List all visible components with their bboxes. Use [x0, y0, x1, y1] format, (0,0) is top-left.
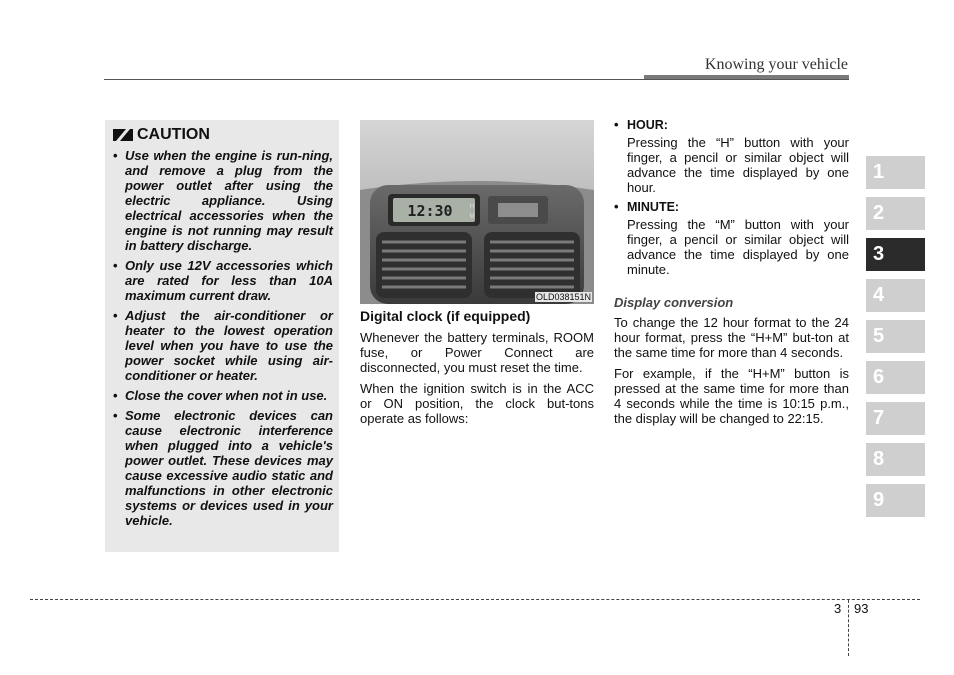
body-paragraph: Whenever the battery terminals, ROOM fuse, or Power Connect are disconnected, you must reset the time. [360, 330, 594, 375]
header-rule [104, 79, 849, 80]
caution-title: CAUTION [137, 126, 210, 143]
chapter-tab-6[interactable]: 6 [866, 361, 925, 394]
clock-photo [360, 120, 594, 304]
clock-controls-section [614, 118, 849, 432]
digital-clock-section [360, 308, 594, 432]
body-paragraph: For example, if the “H+M” button is pressed at the same time for more than 4 seconds while the time is 10:15 p.m., the display will be changed to 22:15. [614, 366, 849, 426]
chapter-tab-3[interactable]: 3 [866, 238, 925, 271]
chapter-tab-9[interactable]: 9 [866, 484, 925, 517]
caution-item: • Use when the engine is run-ning, and remove a plug from the power outlet after using the electric appliance. Using electrical accessories when the engine is not running may result in battery discharge. [113, 148, 333, 253]
photo-id-label: OLD038151N [535, 292, 591, 302]
caution-item: • Some electronic devices can cause electronic interference when plugged into a vehicle's power outlet. These devices may cause excessive audio static and malfunctions in other electronic systems or devices used in your vehicle. [113, 408, 333, 528]
footer-chapter-number: 3 [834, 601, 842, 616]
body-paragraph: When the ignition switch is in the ACC or ON position, the clock but-tons operate as follows: [360, 381, 594, 426]
clock-display-text: 12:30 [407, 202, 453, 220]
display-conversion-title: Display conversion [614, 295, 734, 310]
chapter-tab-1[interactable]: 1 [866, 156, 925, 189]
hour-description: Pressing the “H” button with your finger, a pencil or similar object will advance the time displayed by one hour. [627, 135, 849, 195]
hour-label: • HOUR: [614, 118, 849, 132]
caution-heading [113, 126, 333, 144]
chapter-tab-5[interactable]: 5 [866, 320, 925, 353]
footer-page-number: 93 [854, 601, 869, 616]
caution-box [105, 120, 339, 552]
running-header: Knowing your vehicle [704, 56, 848, 73]
caution-item: • Only use 12V accessories which are rated for less than 10A maximum current draw. [113, 258, 333, 303]
minute-label: • MINUTE: [614, 200, 849, 214]
footer-rule [30, 599, 920, 600]
digital-clock-title: Digital clock (if equipped) [360, 308, 531, 324]
chapter-tab-8[interactable]: 8 [866, 443, 925, 476]
minute-description: Pressing the “M” button with your finger, a pencil or similar object will advance the time displayed by one minute. [627, 217, 849, 277]
chapter-tab-2[interactable]: 2 [866, 197, 925, 230]
dashboard-illustration [360, 120, 594, 304]
clock-m-button: M [469, 214, 475, 220]
chapter-tab-4[interactable]: 4 [866, 279, 925, 312]
caution-item: • Adjust the air-conditioner or heater to the lowest operation level when you have to use the power socket while using air-conditioner or heater. [113, 308, 333, 383]
chapter-tab-7[interactable]: 7 [866, 402, 925, 435]
caution-item: • Close the cover when not in use. [113, 388, 333, 403]
clock-h-button: H [469, 204, 475, 210]
warning-slash-icon [113, 129, 133, 141]
footer-divider [848, 600, 849, 656]
body-paragraph: To change the 12 hour format to the 24 hour format, press the “H+M” but-ton at the same time for more than 4 seconds. [614, 315, 849, 360]
